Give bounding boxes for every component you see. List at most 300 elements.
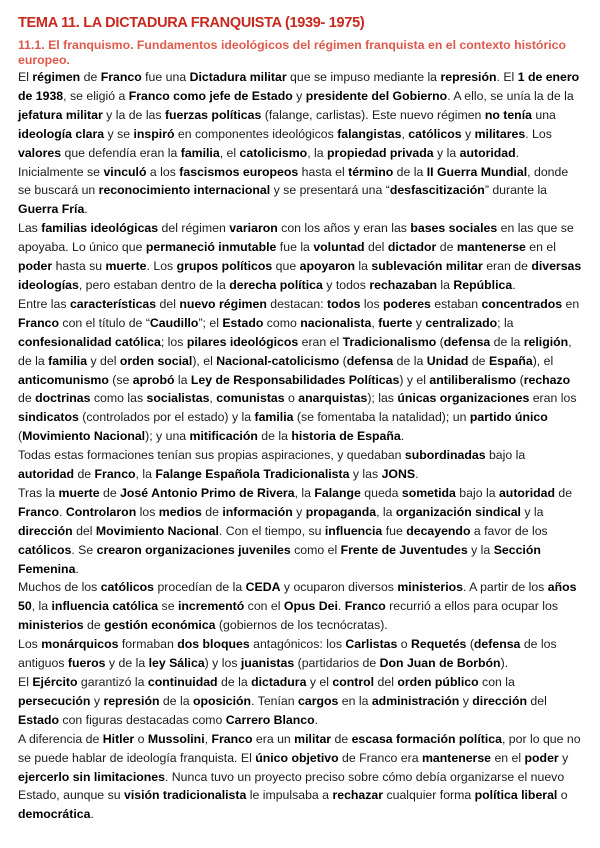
bold-text: dictadura bbox=[251, 675, 307, 689]
bold-text: apoyaron bbox=[299, 259, 355, 274]
text-run: . bbox=[75, 561, 79, 576]
bold-text: JONS bbox=[381, 467, 416, 482]
bold-text: Franco bbox=[211, 731, 253, 746]
bold-text: presidente del Gobierno bbox=[305, 88, 448, 103]
bold-text: ideología clara bbox=[18, 126, 105, 141]
text-run: con la bbox=[478, 675, 515, 689]
bold-text: autoridad bbox=[18, 467, 75, 482]
text-run: , la bbox=[31, 599, 52, 614]
bold-text: historia de España bbox=[291, 429, 401, 444]
bold-text: católicos bbox=[18, 542, 72, 557]
text-run: . Se bbox=[71, 542, 97, 557]
bold-text: confesionalidad católica bbox=[18, 334, 161, 349]
bold-text: propaganda bbox=[305, 504, 377, 519]
bold-text: no tenía bbox=[484, 107, 532, 122]
bold-text: represión bbox=[103, 693, 160, 708]
text-run: formaban bbox=[118, 637, 178, 652]
bold-text: poder bbox=[524, 750, 559, 765]
text-run: que se impuso mediante la bbox=[286, 70, 441, 84]
bold-text: inspiró bbox=[133, 126, 175, 141]
bold-text: familias ideológicas bbox=[41, 221, 159, 236]
paragraph bbox=[18, 484, 582, 579]
bold-text: características bbox=[69, 296, 157, 311]
bold-text: permaneció inmutable bbox=[145, 240, 277, 255]
text-run: del bbox=[156, 296, 180, 311]
text-run: , bbox=[401, 126, 409, 141]
bold-text: organización sindical bbox=[395, 504, 521, 519]
text-run: o bbox=[134, 731, 148, 746]
text-run: y la bbox=[520, 504, 544, 519]
text-run: queda bbox=[360, 485, 402, 500]
text-run: y todos bbox=[322, 277, 370, 292]
text-run: y se bbox=[104, 126, 134, 141]
bold-text: Movimiento Nacional bbox=[95, 523, 219, 538]
bold-text: jefatura militar bbox=[18, 107, 103, 122]
text-run: , la bbox=[294, 485, 315, 500]
text-run: ) y los bbox=[204, 656, 241, 671]
section-subtitle: 11.1. El franquismo. Fundamentos ideológicos del régimen franquista en el contexto histórico europeo. bbox=[18, 38, 566, 67]
bold-text: Falange bbox=[314, 485, 361, 500]
text-run: la bbox=[437, 277, 454, 292]
bold-text: II Guerra Mundial bbox=[426, 164, 528, 179]
text-run: como las bbox=[90, 391, 147, 406]
text-run: Entre las bbox=[18, 296, 70, 311]
bold-text: reconocimiento internacional bbox=[98, 183, 271, 198]
text-run: , donde se buscará un bbox=[18, 164, 569, 198]
text-run: destacan: bbox=[266, 296, 327, 311]
bold-text: partido único bbox=[469, 410, 548, 425]
bold-text: doctrinas bbox=[35, 391, 91, 406]
text-run: . bbox=[512, 277, 516, 292]
bold-text: ley Sálica bbox=[148, 656, 205, 671]
text-run: . bbox=[314, 712, 319, 727]
bold-text: medios bbox=[158, 504, 202, 519]
text-run: una bbox=[531, 107, 556, 122]
bold-text: crearon organizaciones juveniles bbox=[96, 542, 291, 557]
text-run: fue bbox=[382, 523, 407, 538]
text-run: , bbox=[371, 315, 379, 330]
text-run: del bbox=[526, 693, 547, 708]
bold-text: Franco bbox=[18, 504, 59, 519]
bold-text: catolicismo bbox=[239, 145, 308, 160]
bold-text: monárquicos bbox=[41, 637, 119, 652]
bold-text: incrementó bbox=[177, 599, 245, 614]
bold-text: rechazaban bbox=[369, 277, 438, 292]
bold-text: anarquistas bbox=[298, 391, 368, 406]
bold-text: política liberal bbox=[474, 788, 558, 803]
bold-text: Franco bbox=[18, 315, 59, 330]
bold-text: rechazo bbox=[523, 372, 571, 387]
text-run: . bbox=[400, 429, 405, 444]
text-run: de bbox=[83, 618, 105, 633]
bold-text: Guerra Fría bbox=[18, 202, 85, 217]
text-run: ( bbox=[18, 429, 23, 444]
text-run: y la de las bbox=[102, 107, 165, 122]
text-run: y las bbox=[349, 467, 382, 482]
bold-text: Ejército bbox=[32, 675, 78, 689]
text-run: ” durante la bbox=[484, 183, 548, 198]
paragraph bbox=[18, 295, 582, 446]
text-run: recurrió a ellos para ocupar los bbox=[385, 599, 558, 614]
bold-text: defensa bbox=[346, 353, 394, 368]
text-run: . Nunca tuvo un proyecto preciso sobre cómo debía organizarse el nuevo Estado, aunque su bbox=[18, 769, 565, 803]
bold-text: visión tradicionalista bbox=[123, 788, 247, 803]
bold-text: autoridad bbox=[498, 485, 555, 500]
text-run: o bbox=[397, 637, 412, 652]
paragraph bbox=[18, 446, 582, 484]
text-run: ( bbox=[339, 353, 347, 368]
text-run: eran el bbox=[298, 334, 343, 349]
text-run: en las que se apoyaba. Lo único que bbox=[18, 221, 574, 255]
bold-text: católicos bbox=[408, 126, 462, 141]
bold-text: familia bbox=[254, 410, 294, 425]
bold-text: cargos bbox=[298, 693, 339, 708]
text-run: ( bbox=[516, 372, 524, 387]
text-run: ( bbox=[466, 637, 474, 652]
bold-text: pilares ideológicos bbox=[186, 334, 299, 349]
bold-text: diversas ideologías bbox=[18, 259, 582, 292]
bold-text: José Antonio Primo de Rivera bbox=[120, 485, 295, 500]
text-run: de Franco era bbox=[338, 750, 422, 765]
page-title: TEMA 11. LA DICTADURA FRANQUISTA (1939- 1975) bbox=[18, 15, 365, 31]
text-run: Todas estas formaciones tenían sus propias aspiraciones, y quedaban bbox=[18, 448, 405, 463]
bold-text: nuevo régimen bbox=[179, 296, 267, 311]
bold-text: único objetivo bbox=[255, 750, 339, 765]
text-run: , la bbox=[135, 467, 156, 482]
text-run: y la bbox=[433, 145, 460, 160]
bold-text: centralizado bbox=[425, 315, 498, 330]
text-run: El bbox=[18, 70, 33, 84]
bold-text: sometida bbox=[401, 485, 456, 500]
bold-text: fascismos europeos bbox=[179, 164, 299, 179]
bold-text: escasa formación política bbox=[351, 731, 502, 746]
text-run: de la bbox=[217, 675, 252, 689]
text-run: de bbox=[331, 731, 352, 746]
text-run: . A ello, se unía la de la bbox=[447, 88, 574, 103]
text-run: ); las bbox=[367, 391, 398, 406]
bold-text: subordinadas bbox=[404, 448, 486, 463]
text-run: de la bbox=[393, 353, 427, 368]
text-run: con figuras destacadas como bbox=[59, 712, 226, 727]
text-run: (se bbox=[108, 372, 133, 387]
bold-text: Franco bbox=[94, 467, 136, 482]
text-run: fue la bbox=[276, 240, 314, 255]
text-run: . bbox=[90, 807, 94, 822]
text-run: , la bbox=[376, 504, 396, 519]
bold-text: CEDA bbox=[245, 580, 281, 595]
text-run: hasta su bbox=[52, 259, 106, 274]
text-run: estaban bbox=[430, 296, 482, 311]
text-run: y bbox=[461, 126, 475, 141]
bold-text: Franco bbox=[344, 599, 386, 614]
text-run: de bbox=[436, 240, 457, 255]
bold-text: régimen bbox=[32, 70, 81, 84]
paragraph bbox=[18, 68, 582, 219]
bold-text: Carlistas bbox=[345, 637, 398, 652]
text-run: la bbox=[354, 259, 372, 274]
bold-text: defensa bbox=[473, 637, 521, 652]
text-run: . El bbox=[496, 70, 518, 84]
text-run: la bbox=[174, 372, 191, 387]
bold-text: mantenerse bbox=[456, 240, 526, 255]
bold-text: ministerios bbox=[18, 618, 84, 633]
text-run: , el bbox=[219, 145, 240, 160]
bold-text: decayendo bbox=[406, 523, 471, 538]
text-run: se bbox=[158, 599, 178, 614]
bold-text: Falange Española Tradicionalista bbox=[155, 467, 350, 482]
text-run: y se presentará una “ bbox=[270, 183, 390, 198]
text-run: . Los bbox=[525, 126, 552, 141]
bold-text: valores bbox=[18, 145, 62, 160]
text-run: Los bbox=[18, 637, 42, 652]
bold-text: propiedad privada bbox=[327, 145, 434, 160]
bold-text: nacionalista bbox=[300, 315, 372, 330]
bold-text: sindicatos bbox=[18, 410, 79, 425]
bold-text: variaron bbox=[229, 221, 278, 236]
bold-text: religión bbox=[523, 334, 569, 349]
bold-text: democrática bbox=[18, 807, 91, 822]
bold-text: Frente de Juventudes bbox=[340, 542, 468, 557]
text-run: cualquier forma bbox=[383, 788, 475, 803]
text-run: , bbox=[204, 731, 212, 746]
text-run: , la bbox=[307, 145, 328, 160]
text-run: en el bbox=[491, 750, 525, 765]
text-run: ; la bbox=[497, 315, 514, 330]
text-run: . Con el tiempo, su bbox=[218, 523, 325, 538]
paragraph bbox=[18, 219, 582, 295]
text-run: de la bbox=[257, 429, 292, 444]
bold-text: militares bbox=[474, 126, 526, 141]
paragraph bbox=[18, 730, 582, 825]
bold-text: Ley de Responsabilidades Políticas bbox=[190, 372, 400, 387]
text-run: como bbox=[263, 315, 301, 330]
document-body bbox=[18, 68, 582, 824]
bold-text: únicas organizaciones bbox=[397, 391, 530, 406]
text-run: de bbox=[74, 467, 95, 482]
bold-text: desfascitización bbox=[389, 183, 485, 198]
bold-text: derecha política bbox=[229, 277, 323, 292]
bold-text: rechazar bbox=[332, 788, 384, 803]
bold-text: católicos bbox=[100, 580, 155, 595]
text-run: de la bbox=[393, 164, 427, 179]
bold-text: fueros bbox=[67, 656, 106, 671]
text-run: de la bbox=[159, 693, 193, 708]
bold-text: Hitler bbox=[102, 731, 135, 746]
text-run: . Los bbox=[146, 259, 177, 274]
text-run: en bbox=[562, 296, 580, 311]
text-run: que defendía eran la bbox=[61, 145, 181, 160]
text-run: . bbox=[84, 202, 88, 217]
bold-text: Franco bbox=[100, 70, 142, 84]
text-run: en el bbox=[525, 240, 556, 255]
bold-text: Mussolini bbox=[147, 731, 205, 746]
bold-text: Carrero Blanco bbox=[225, 712, 315, 727]
bold-text: poderes bbox=[383, 296, 431, 311]
bold-text: orden social bbox=[119, 353, 193, 368]
text-run: de bbox=[468, 353, 489, 368]
bold-text: socialistas bbox=[146, 391, 210, 406]
text-run: antagónicos: los bbox=[249, 637, 346, 652]
text-run: o bbox=[284, 391, 299, 406]
text-run: de bbox=[555, 485, 573, 500]
bold-text: aprobó bbox=[132, 372, 175, 387]
bold-text: defensa bbox=[443, 334, 491, 349]
text-run: fue una bbox=[141, 70, 190, 84]
bold-text: familia bbox=[180, 145, 220, 160]
text-run: . bbox=[415, 467, 419, 482]
text-run: del bbox=[72, 523, 96, 538]
paragraph bbox=[18, 673, 582, 730]
bold-text: fuerzas políticas bbox=[164, 107, 262, 122]
text-run: El bbox=[18, 675, 33, 689]
text-run: con el bbox=[244, 599, 284, 614]
text-run: ) y el bbox=[399, 372, 430, 387]
bold-text: influencia bbox=[324, 523, 383, 538]
text-run: Las bbox=[18, 221, 42, 236]
bold-text: Requetés bbox=[411, 637, 467, 652]
bold-text: dirección bbox=[18, 523, 73, 538]
text-run: y bbox=[558, 750, 569, 765]
text-run: con el título de “ bbox=[59, 315, 150, 330]
text-run: A diferencia de bbox=[18, 731, 103, 746]
text-run: (gobiernos de los tecnócratas). bbox=[215, 618, 388, 633]
bold-text: Franco como jefe de Estado bbox=[128, 88, 293, 103]
text-run: , se eligió a bbox=[63, 88, 129, 103]
bold-text: control bbox=[332, 675, 375, 689]
text-run: de bbox=[201, 504, 223, 519]
bold-text: gestión económica bbox=[104, 618, 216, 633]
bold-text: dirección bbox=[472, 693, 527, 708]
text-run: y bbox=[459, 693, 473, 708]
text-run: y bbox=[292, 88, 306, 103]
text-run: . bbox=[337, 599, 345, 614]
text-run: de bbox=[80, 70, 101, 84]
text-run: los bbox=[360, 296, 384, 311]
bold-text: dos bloques bbox=[177, 637, 250, 652]
bold-text: anticomunismo bbox=[18, 372, 109, 387]
text-run: (controlados por el estado) y la bbox=[78, 410, 255, 425]
bold-text: grupos políticos bbox=[176, 259, 273, 274]
text-run: (partidarios de bbox=[294, 656, 380, 671]
bold-text: falangistas bbox=[337, 126, 402, 141]
text-run: eran de bbox=[482, 259, 532, 274]
bold-text: influencia católica bbox=[51, 599, 159, 614]
text-run: de bbox=[99, 485, 121, 500]
bold-text: Estado bbox=[18, 712, 59, 727]
text-run: (se fomentaba la natalidad); un bbox=[293, 410, 470, 425]
bold-text: término bbox=[348, 164, 394, 179]
text-run: le impulsaba a bbox=[246, 788, 333, 803]
bold-text: administración bbox=[371, 693, 460, 708]
bold-text: ministerios bbox=[397, 580, 463, 595]
bold-text: concentrados bbox=[481, 296, 563, 311]
bold-text: voluntad bbox=[313, 240, 365, 255]
bold-text: antiliberalismo bbox=[429, 372, 517, 387]
bold-text: orden público bbox=[397, 675, 479, 689]
text-run: y de la bbox=[105, 656, 149, 671]
text-run: bajo la bbox=[455, 485, 499, 500]
paragraph bbox=[18, 635, 582, 673]
text-run: del bbox=[374, 675, 398, 689]
text-run: hasta el bbox=[298, 164, 349, 179]
bold-text: Sección Femenina bbox=[18, 542, 541, 576]
bold-text: Caudillo bbox=[149, 315, 199, 330]
bold-text: muerte bbox=[105, 259, 147, 274]
bold-text: persecución bbox=[18, 693, 91, 708]
text-run: Muchos de los bbox=[18, 580, 101, 595]
text-run: a favor de los bbox=[470, 523, 548, 538]
text-run: ). bbox=[500, 656, 509, 671]
text-run: que bbox=[272, 259, 300, 274]
text-run: de la bbox=[490, 334, 524, 349]
text-run: del régimen bbox=[158, 221, 230, 236]
bold-text: militar bbox=[294, 731, 332, 746]
bold-text: autoridad bbox=[459, 145, 516, 160]
text-run: y bbox=[292, 504, 306, 519]
bold-text: oposición bbox=[192, 693, 252, 708]
text-run: ), el bbox=[192, 353, 217, 368]
text-run: en componentes ideológicos bbox=[174, 126, 338, 141]
text-run: y ocuparon diversos bbox=[280, 580, 398, 595]
bold-text: familia bbox=[48, 353, 88, 368]
text-run: , de la bbox=[18, 334, 572, 368]
text-run: . Tenían bbox=[251, 693, 299, 708]
text-run: y la bbox=[467, 542, 494, 557]
bold-text: Movimiento Nacional bbox=[22, 429, 146, 444]
text-run: . Inicialmente se bbox=[18, 145, 520, 179]
bold-text: represión bbox=[440, 70, 497, 84]
bold-text: Estado bbox=[222, 315, 264, 330]
text-run: procedían de la bbox=[154, 580, 246, 595]
text-run: (falange, carlistas). Este nuevo régimen bbox=[261, 107, 485, 122]
text-run: garantizó la bbox=[77, 675, 148, 689]
text-run: bajo la bbox=[485, 448, 526, 463]
bold-text: todos bbox=[327, 296, 361, 311]
text-run: , bbox=[209, 391, 217, 406]
text-run: ”; el bbox=[198, 315, 223, 330]
text-run: en la bbox=[338, 693, 372, 708]
text-run: era un bbox=[252, 731, 295, 746]
text-run: . bbox=[59, 504, 66, 519]
bold-text: República bbox=[453, 277, 513, 292]
bold-text: España bbox=[488, 353, 533, 368]
text-run: y el bbox=[306, 675, 333, 689]
bold-text: sublevación militar bbox=[371, 259, 483, 274]
bold-text: dictador bbox=[387, 240, 437, 255]
text-run: ), el bbox=[532, 353, 554, 368]
text-run: y bbox=[90, 693, 104, 708]
text-run: de los antiguos bbox=[18, 637, 557, 671]
bold-text: Dictadura militar bbox=[189, 70, 287, 84]
bold-text: mitificación bbox=[189, 429, 258, 444]
bold-text: Nacional-catolicismo bbox=[216, 353, 340, 368]
text-run: de bbox=[18, 391, 36, 406]
text-run: a los bbox=[146, 164, 180, 179]
bold-text: Controlaron bbox=[65, 504, 137, 519]
bold-text: bases sociales bbox=[410, 221, 498, 236]
text-run: del bbox=[364, 240, 388, 255]
text-run: como el bbox=[290, 542, 341, 557]
bold-text: fuerte bbox=[378, 315, 413, 330]
text-run: con los años y eran las bbox=[277, 221, 411, 236]
text-run: , por lo que no se puede hablar de ideología franquista. El bbox=[18, 731, 581, 765]
text-run: ; los bbox=[160, 334, 187, 349]
bold-text: 1 de enero de 1938 bbox=[18, 70, 580, 103]
bold-text: comunistas bbox=[216, 391, 285, 406]
text-run: . A partir de los bbox=[462, 580, 548, 595]
bold-text: muerte bbox=[58, 485, 100, 500]
text-run: los bbox=[136, 504, 159, 519]
